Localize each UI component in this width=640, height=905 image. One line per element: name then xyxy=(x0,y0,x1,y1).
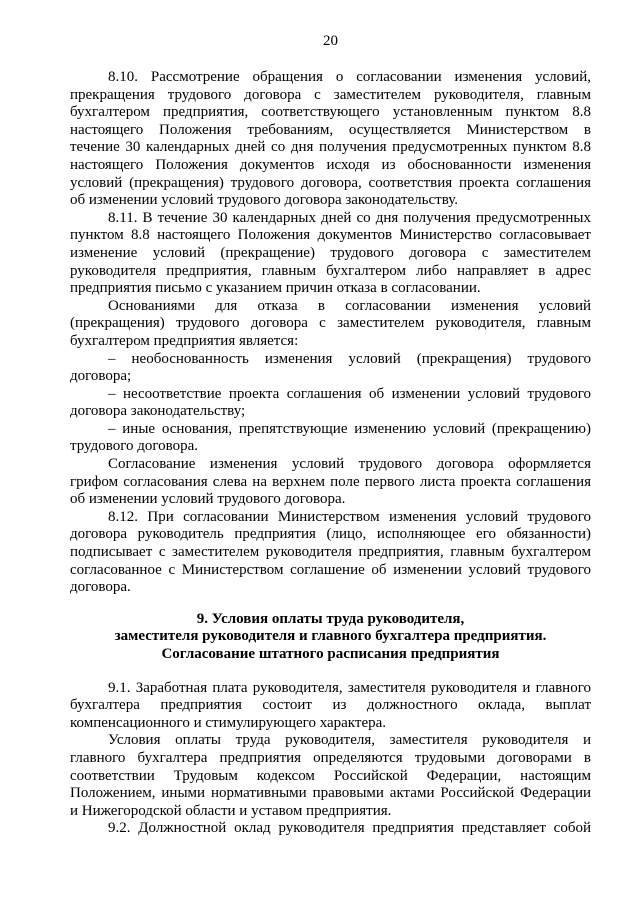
text-line: подписывает с заместителем руководителя предприятия, главным бухгалтером xyxy=(70,544,591,561)
text-line: об изменении условий трудового договора. xyxy=(70,491,346,508)
text-line: договора руководитель предприятия (лицо, исполняющее его обязанности) xyxy=(70,526,591,543)
pay-conditions-paragraph xyxy=(70,732,591,820)
text-line: договора. xyxy=(70,579,131,596)
text-line: договора; xyxy=(70,368,132,385)
text-line: соответствии Трудовым кодексом Российской Федерации, настоящим xyxy=(70,767,591,784)
text-line: 8.12. При согласовании Министерством изменения условий трудового xyxy=(108,508,591,525)
approval-stamp-paragraph xyxy=(70,456,591,509)
text-line: – несоответствие проекта соглашения об изменении условий трудового xyxy=(108,385,591,402)
text-line: настоящего Положения требованиям, осуществляется Министерством в xyxy=(70,121,591,138)
text-line: 9.2. Должностной оклад руководителя предприятия представляет собой xyxy=(108,820,591,837)
text-line: – необоснованность изменения условий (прекращения) трудового xyxy=(108,350,591,367)
text-line: и Нижегородской области и уставом предприятия. xyxy=(70,802,392,819)
text-line: условий (прекращения) трудового договора, соответствия проекта соглашения xyxy=(70,174,591,191)
text-line: – иные основания, препятствующие изменению условий (прекращению) xyxy=(108,420,591,437)
text-line: Условия оплаты труда руководителя, заместителя руководителя и xyxy=(108,732,591,749)
text-line: Согласование изменения условий трудового договора оформляется xyxy=(108,456,591,473)
paragraph-8-10 xyxy=(70,69,591,210)
text-line: бухгалтером предприятия, соответствующего установленным пунктом 8.8 xyxy=(70,104,591,121)
text-line: прекращения трудового договора с заместителем руководителя, главным xyxy=(70,86,591,103)
text-line: Положением, иными нормативными правовыми актами Российской Федерации xyxy=(70,785,591,802)
text-line: грифом согласования слева на верхнем поле первого листа проекта соглашения xyxy=(70,473,591,490)
heading-line: 9. Условия оплаты труда руководителя, xyxy=(196,610,465,627)
refusal-ground-item xyxy=(70,421,591,456)
text-line: 8.10. Рассмотрение обращения о согласовании изменения условий, xyxy=(108,69,591,85)
text-line: 8.11. В течение 30 календарных дней со дня получения предусмотренных xyxy=(108,209,591,226)
text-line: трудового договора. xyxy=(70,438,199,455)
text-line: настоящего Положения документов исходя из обоснованности изменения xyxy=(70,156,591,173)
text-line: бухгалтера предприятия состоит из должностного оклада, выплат xyxy=(70,697,591,714)
paragraph-9-2 xyxy=(70,820,591,838)
text-line: 9.1. Заработная плата руководителя, заместителя руководителя и главного xyxy=(108,679,591,696)
text-line: (прекращения) трудового договора с заместителем руководителя, главным xyxy=(70,315,591,332)
text-line: компенсационного и стимулирующего характера. xyxy=(70,714,387,731)
paragraph-9-1 xyxy=(70,680,591,733)
text-line: договора законодательству; xyxy=(70,403,246,420)
heading-line: Согласование штатного расписания предприятия xyxy=(161,646,500,662)
text-line: Основаниями для отказа в согласовании изменения условий xyxy=(108,297,591,314)
page-number: 20 xyxy=(323,33,338,49)
text-line: пунктом 8.8 настоящего Положения документов Министерство согласовывает xyxy=(70,227,591,244)
refusal-ground-item xyxy=(70,351,591,386)
section-9-heading xyxy=(70,611,591,664)
text-line: руководителя предприятия, главным бухгалтером либо направляет в адрес xyxy=(70,262,591,279)
paragraph-8-12 xyxy=(70,509,591,597)
text-line: главного бухгалтера предприятия определяются трудовыми договорами в xyxy=(70,749,591,766)
refusal-ground-item xyxy=(70,386,591,421)
document-body xyxy=(70,69,591,838)
text-line: согласованное с Министерством соглашение об изменении условий трудового xyxy=(70,561,591,578)
paragraph-8-11 xyxy=(70,210,591,298)
text-line: изменение условий (прекращение) трудового договора с заместителем xyxy=(70,244,591,261)
refusal-grounds-intro xyxy=(70,298,591,351)
text-line: предприятия письмо с указанием причин отказа в согласовании. xyxy=(70,280,481,297)
text-line: об изменении условий трудового договора законодательству. xyxy=(70,192,459,209)
heading-line: заместителя руководителя и главного бухгалтера предприятия. xyxy=(114,628,547,645)
text-line: бухгалтером предприятия является: xyxy=(70,332,299,349)
text-line: течение 30 календарных дней со дня получения предусмотренных пунктом 8.8 xyxy=(70,139,591,156)
